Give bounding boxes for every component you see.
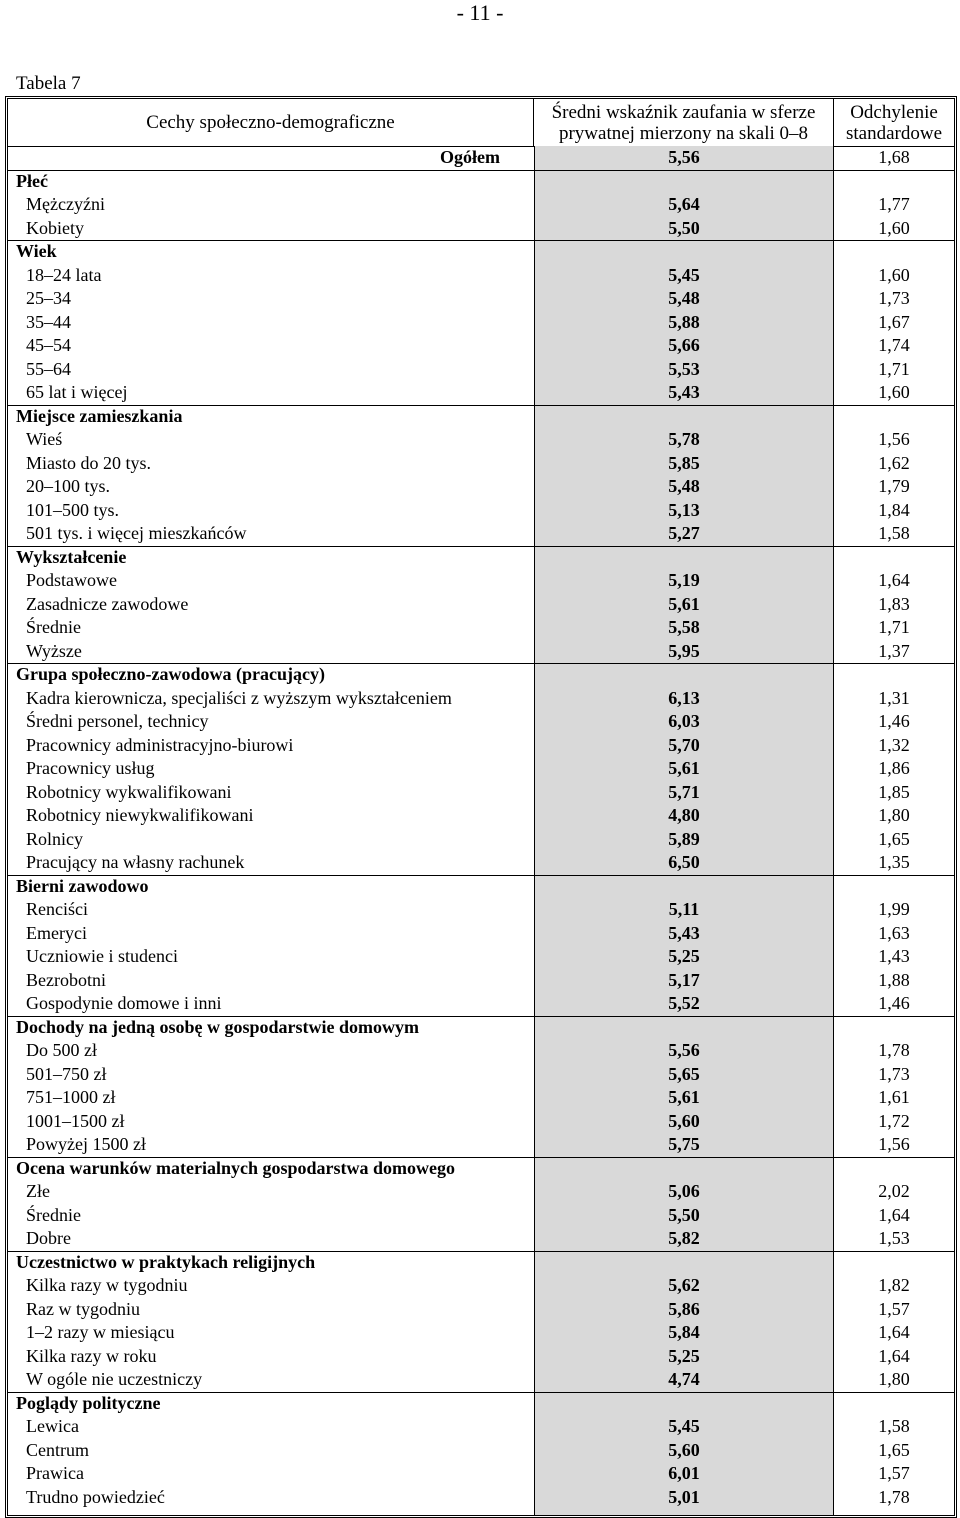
table-row bbox=[8, 311, 954, 335]
group-title-row bbox=[8, 875, 954, 899]
table-row bbox=[8, 1439, 954, 1463]
row-label: 501 tys. i więcej mieszkańców bbox=[26, 523, 247, 543]
row-mean: 6,50 bbox=[668, 852, 700, 872]
row-sd: 1,46 bbox=[878, 711, 910, 731]
row-mean: 5,11 bbox=[668, 899, 700, 919]
row-mean: 5,70 bbox=[668, 734, 700, 755]
table-row bbox=[8, 781, 954, 805]
row-sd: 1,56 bbox=[878, 1134, 910, 1154]
row-sd: 1,57 bbox=[878, 1298, 910, 1319]
header-sd-line1: Odchylenie bbox=[850, 101, 938, 123]
row-sd: 1,31 bbox=[878, 687, 910, 708]
row-sd: 1,82 bbox=[878, 1275, 910, 1295]
group-title-row bbox=[8, 663, 954, 687]
table-row bbox=[8, 616, 954, 640]
row-sd: 1,46 bbox=[878, 993, 910, 1013]
row-sd: 1,78 bbox=[878, 1040, 910, 1060]
row-mean: 6,03 bbox=[668, 711, 700, 731]
table-row bbox=[8, 898, 954, 922]
row-sd: 1,56 bbox=[878, 429, 910, 449]
row-mean: 5,61 bbox=[668, 758, 700, 778]
row-sd: 1,64 bbox=[878, 1204, 910, 1225]
row-mean: 5,25 bbox=[668, 1345, 700, 1366]
row-sd: 1,85 bbox=[878, 781, 910, 802]
table-row bbox=[8, 1345, 954, 1369]
row-mean: 5,19 bbox=[668, 570, 700, 590]
row-label: Lewica bbox=[26, 1416, 79, 1436]
table-header bbox=[8, 99, 954, 147]
total-mean: 5,56 bbox=[668, 147, 700, 167]
table-row bbox=[8, 640, 954, 664]
table-row bbox=[8, 193, 954, 217]
row-label: Dobre bbox=[26, 1228, 71, 1248]
row-label: Kobiety bbox=[26, 217, 84, 238]
row-label: Powyżej 1500 zł bbox=[26, 1134, 146, 1154]
row-sd: 1,60 bbox=[878, 264, 910, 285]
row-label: 1–2 razy w miesiącu bbox=[26, 1322, 175, 1342]
row-sd: 1,88 bbox=[878, 969, 910, 990]
row-mean: 5,13 bbox=[668, 499, 700, 520]
table-row bbox=[8, 1063, 954, 1087]
group-title-row bbox=[8, 1016, 954, 1040]
table-row bbox=[8, 1462, 954, 1486]
group-title: Grupa społeczno-zawodowa (pracujący) bbox=[16, 664, 325, 684]
table-row bbox=[8, 1415, 954, 1439]
row-sd: 1,79 bbox=[878, 476, 910, 496]
row-sd: 1,74 bbox=[878, 335, 910, 355]
row-label: 25–34 bbox=[26, 288, 71, 308]
row-mean: 5,58 bbox=[668, 617, 700, 637]
row-mean: 5,89 bbox=[668, 828, 700, 849]
table-row bbox=[8, 1274, 954, 1298]
table-row bbox=[8, 428, 954, 452]
row-label: Mężczyźni bbox=[26, 194, 105, 214]
header-mean-line2: prywatnej mierzony na skali 0–8 bbox=[558, 122, 809, 144]
row-mean: 5,82 bbox=[668, 1228, 700, 1248]
table-caption: Tabela 7 bbox=[16, 73, 81, 94]
row-mean: 5,85 bbox=[668, 452, 700, 473]
table-row bbox=[8, 969, 954, 993]
group-title: Bierni zawodowo bbox=[16, 875, 149, 896]
row-sd: 1,73 bbox=[878, 288, 910, 308]
table-row bbox=[8, 1086, 954, 1110]
row-sd: 1,80 bbox=[878, 1369, 910, 1389]
row-mean: 5,45 bbox=[668, 264, 700, 285]
table-row bbox=[8, 287, 954, 311]
row-mean: 5,86 bbox=[668, 1298, 700, 1319]
table-row bbox=[8, 381, 954, 405]
row-mean: 5,84 bbox=[668, 1322, 700, 1342]
row-sd: 1,53 bbox=[878, 1228, 910, 1248]
row-sd: 1,84 bbox=[878, 499, 910, 520]
header-mean bbox=[534, 99, 834, 146]
row-label: Robotnicy niewykwalifikowani bbox=[26, 805, 254, 825]
data-table bbox=[5, 96, 957, 1518]
row-label: Wieś bbox=[26, 429, 63, 449]
row-sd: 1,83 bbox=[878, 593, 910, 614]
table-row bbox=[8, 452, 954, 476]
table-row bbox=[8, 1368, 954, 1392]
row-sd: 1,64 bbox=[878, 1345, 910, 1366]
table-row bbox=[8, 757, 954, 781]
group-title: Wiek bbox=[16, 241, 57, 261]
row-label: 501–750 zł bbox=[26, 1063, 107, 1084]
table-row bbox=[8, 1180, 954, 1204]
row-label: 20–100 tys. bbox=[26, 476, 111, 496]
row-mean: 5,43 bbox=[668, 382, 700, 402]
total-label: Ogółem bbox=[440, 147, 500, 167]
row-label: Miasto do 20 tys. bbox=[26, 452, 152, 473]
group-title: Miejsce zamieszkania bbox=[16, 405, 183, 426]
group-title: Uczestnictwo w praktykach religijnych bbox=[16, 1251, 316, 1272]
table-row bbox=[8, 358, 954, 382]
row-label: 35–44 bbox=[26, 311, 71, 332]
table-row bbox=[8, 334, 954, 358]
row-label: Kilka razy w roku bbox=[26, 1345, 157, 1366]
row-mean: 5,01 bbox=[668, 1486, 700, 1507]
row-mean: 5,78 bbox=[668, 429, 700, 449]
table-row bbox=[8, 992, 954, 1016]
row-mean: 5,75 bbox=[668, 1134, 700, 1154]
row-mean: 5,45 bbox=[668, 1416, 700, 1436]
row-mean: 5,50 bbox=[668, 1204, 700, 1225]
row-label: 18–24 lata bbox=[26, 264, 102, 285]
row-sd: 1,61 bbox=[878, 1087, 910, 1107]
group-title-row bbox=[8, 1157, 954, 1181]
row-label: Wyższe bbox=[26, 640, 82, 661]
group-title: Dochody na jedną osobę w gospodarstwie domowym bbox=[16, 1016, 420, 1037]
row-mean: 5,52 bbox=[668, 993, 700, 1013]
row-label: Renciści bbox=[26, 899, 88, 919]
row-sd: 1,58 bbox=[878, 523, 910, 543]
row-mean: 5,66 bbox=[668, 335, 700, 355]
row-mean: 5,06 bbox=[668, 1181, 700, 1201]
row-label: Robotnicy wykwalifikowani bbox=[26, 781, 232, 802]
row-sd: 1,37 bbox=[878, 640, 910, 661]
table-row bbox=[8, 922, 954, 946]
row-mean: 5,61 bbox=[668, 593, 700, 614]
row-sd: 1,57 bbox=[878, 1463, 910, 1483]
row-mean: 5,50 bbox=[668, 217, 700, 238]
row-mean: 4,80 bbox=[668, 805, 700, 825]
row-mean: 5,48 bbox=[668, 476, 700, 496]
row-mean: 6,01 bbox=[668, 1463, 700, 1483]
row-label: 751–1000 zł bbox=[26, 1087, 116, 1107]
header-mean-line1: Średni wskaźnik zaufania w sferze bbox=[551, 101, 816, 123]
header-sd bbox=[834, 99, 954, 146]
row-sd: 1,73 bbox=[878, 1063, 910, 1084]
row-label: Emeryci bbox=[26, 922, 87, 943]
table-row bbox=[8, 851, 954, 875]
group-title-row bbox=[8, 405, 954, 429]
row-label: 101–500 tys. bbox=[26, 499, 120, 520]
table-row bbox=[8, 499, 954, 523]
row-label: Gospodynie domowe i inni bbox=[26, 993, 222, 1013]
row-label: Średnie bbox=[26, 617, 81, 637]
row-sd: 1,60 bbox=[878, 217, 910, 238]
group-title: Wykształcenie bbox=[16, 546, 127, 567]
row-label: Rolnicy bbox=[26, 828, 83, 849]
row-mean: 6,13 bbox=[668, 687, 700, 708]
row-sd: 1,72 bbox=[878, 1110, 910, 1131]
row-label: Pracownicy administracyjno-biurowi bbox=[26, 734, 294, 755]
row-mean: 5,56 bbox=[668, 1040, 700, 1060]
group-title: Ocena warunków materialnych gospodarstwa domowego bbox=[16, 1157, 455, 1178]
table-row bbox=[8, 475, 954, 499]
row-sd: 1,58 bbox=[878, 1416, 910, 1436]
row-mean: 5,62 bbox=[668, 1275, 700, 1295]
row-sd: 1,60 bbox=[878, 382, 910, 402]
row-mean: 5,71 bbox=[668, 781, 700, 802]
row-sd: 1,62 bbox=[878, 452, 910, 473]
row-label: 1001–1500 zł bbox=[26, 1110, 125, 1131]
table-row bbox=[8, 734, 954, 758]
row-sd: 1,65 bbox=[878, 828, 910, 849]
row-mean: 5,17 bbox=[668, 969, 700, 990]
row-label: Trudno powiedzieć bbox=[26, 1486, 165, 1507]
table-row bbox=[8, 687, 954, 711]
row-label: Uczniowie i studenci bbox=[26, 946, 178, 966]
table-row bbox=[8, 1110, 954, 1134]
row-label: Centrum bbox=[26, 1439, 89, 1460]
row-mean: 5,27 bbox=[668, 523, 700, 543]
row-mean: 5,48 bbox=[668, 288, 700, 308]
row-label: 55–64 bbox=[26, 358, 71, 379]
table-row bbox=[8, 1486, 954, 1510]
row-sd: 1,64 bbox=[878, 570, 910, 590]
row-sd: 1,80 bbox=[878, 805, 910, 825]
row-sd: 2,02 bbox=[878, 1181, 910, 1201]
table-row bbox=[8, 569, 954, 593]
row-label: Średni personel, technicy bbox=[26, 711, 209, 731]
row-mean: 5,65 bbox=[668, 1063, 700, 1084]
row-sd: 1,71 bbox=[878, 617, 910, 637]
page-number: - 11 - bbox=[456, 0, 504, 25]
row-mean: 5,43 bbox=[668, 922, 700, 943]
row-sd: 1,99 bbox=[878, 899, 910, 919]
row-label: Bezrobotni bbox=[26, 969, 106, 990]
row-label: Pracownicy usług bbox=[26, 758, 155, 778]
row-sd: 1,78 bbox=[878, 1486, 910, 1507]
group-title-row bbox=[8, 1251, 954, 1275]
row-mean: 4,74 bbox=[668, 1369, 700, 1389]
table-row bbox=[8, 217, 954, 241]
row-sd: 1,65 bbox=[878, 1439, 910, 1460]
header-characteristics: Cechy społeczno-demograficzne bbox=[8, 99, 534, 146]
table-row bbox=[8, 1133, 954, 1157]
row-mean: 5,53 bbox=[668, 358, 700, 379]
table-row bbox=[8, 804, 954, 828]
table-row bbox=[8, 264, 954, 288]
table-row bbox=[8, 710, 954, 734]
row-sd: 1,63 bbox=[878, 922, 910, 943]
row-label: Złe bbox=[26, 1181, 50, 1201]
row-sd: 1,77 bbox=[878, 194, 910, 214]
group-title-row bbox=[8, 170, 954, 194]
row-sd: 1,86 bbox=[878, 758, 910, 778]
row-mean: 5,25 bbox=[668, 946, 700, 966]
row-label: Średnie bbox=[26, 1204, 81, 1225]
table-row bbox=[8, 1039, 954, 1063]
total-sd: 1,68 bbox=[878, 147, 910, 167]
table-row bbox=[8, 828, 954, 852]
table-row bbox=[8, 1321, 954, 1345]
row-label: Prawica bbox=[26, 1463, 84, 1483]
row-label: Zasadnicze zawodowe bbox=[26, 593, 189, 614]
header-sd-line2: standardowe bbox=[845, 122, 943, 144]
row-label: Pracujący na własny rachunek bbox=[26, 852, 245, 872]
row-label: 65 lat i więcej bbox=[26, 382, 128, 402]
table-row bbox=[8, 1204, 954, 1228]
group-title: Poglądy polityczne bbox=[16, 1392, 161, 1413]
group-title: Płeć bbox=[16, 170, 48, 191]
row-label: 45–54 bbox=[26, 335, 71, 355]
table-body bbox=[8, 99, 954, 1515]
row-mean: 5,95 bbox=[668, 640, 700, 661]
total-row bbox=[8, 146, 954, 170]
row-sd: 1,35 bbox=[878, 852, 910, 872]
table-row bbox=[8, 945, 954, 969]
group-title-row bbox=[8, 240, 954, 264]
row-mean: 5,60 bbox=[668, 1439, 700, 1460]
row-label: W ogóle nie uczestniczy bbox=[26, 1369, 203, 1389]
row-label: Kadra kierownicza, specjaliści z wyższym wykształceniem bbox=[26, 687, 452, 708]
row-sd: 1,32 bbox=[878, 734, 910, 755]
row-sd: 1,64 bbox=[878, 1322, 910, 1342]
group-title-row bbox=[8, 1392, 954, 1416]
table-row bbox=[8, 1298, 954, 1322]
row-mean: 5,88 bbox=[668, 311, 700, 332]
group-title-row bbox=[8, 546, 954, 570]
row-sd: 1,71 bbox=[878, 358, 910, 379]
table-row bbox=[8, 522, 954, 546]
row-label: Do 500 zł bbox=[26, 1040, 97, 1060]
row-sd: 1,67 bbox=[878, 311, 910, 332]
row-label: Podstawowe bbox=[26, 570, 117, 590]
row-mean: 5,64 bbox=[668, 194, 700, 214]
row-label: Kilka razy w tygodniu bbox=[26, 1275, 188, 1295]
row-mean: 5,61 bbox=[668, 1087, 700, 1107]
row-mean: 5,60 bbox=[668, 1110, 700, 1131]
table-row bbox=[8, 1227, 954, 1251]
row-sd: 1,43 bbox=[878, 946, 910, 966]
row-label: Raz w tygodniu bbox=[26, 1298, 140, 1319]
table-row bbox=[8, 593, 954, 617]
